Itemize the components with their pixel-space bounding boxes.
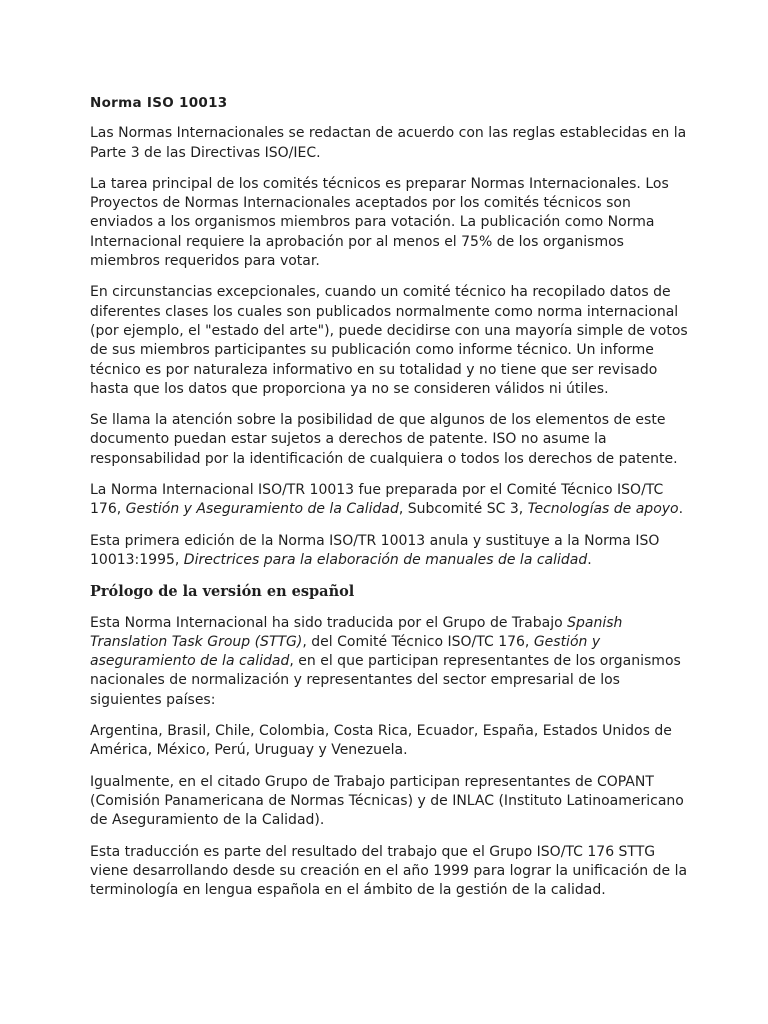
paragraph-translation [90,614,690,710]
paragraph-patent-notice: Se llama la atención sobre la posibilidad de que algunos de los elementos de este documento puedan estar sujetos a derechos de patente. ISO no asume la responsabilidad por la identificación de cualquiera o todos los derechos de patente. [90,412,678,467]
paragraph-countries: Argentina, Brasil, Chile, Colombia, Costa Rica, Ecuador, España, Estados Unidos de América, México, Perú, Uruguay y Venezuela. [90,723,672,759]
paragraph-technical-committees: La tarea principal de los comités técnicos es preparar Normas Internacionales. Los Proyectos de Normas Internacionales aceptados por los comités técnicos son enviados a los organismos miembros para votación. La publicación como Norma Internacional requiere la aprobación por al menos el 75% de los organismos miembros requeridos para votar. [90,175,669,270]
text-segment: La Norma Internacional ISO/TR 10013 fue preparada por el Comité Técnico ISO/TC 176, [90,482,664,518]
text-segment: . [587,551,592,568]
working-group-name: Spanish Translation Task Group (STTG) [90,614,623,650]
paragraph-directives: Las Normas Internacionales se redactan de acuerdo con las reglas establecidas en la Parte 3 de las Directivas ISO/IEC. [90,125,687,161]
committee-name: Gestión y Aseguramiento de la Calidad [125,501,399,518]
paragraph-technical-report: En circunstancias excepcionales, cuando un comité técnico ha recopilado datos de diferentes clases los cuales son publicados normalmente como norma internacional (por ejemplo, el "estado del arte"), puede decidirse con una mayoría simple de votos de sus miembros participantes su publicación como informe técnico. Un informe técnico es por naturaleza informativo en su totalidad y no tiene que ser revisado hasta que los datos que proporciona ya no se consideren válidos ni útiles. [90,284,688,397]
document-page [90,94,690,912]
paragraph-prepared-by [90,481,690,520]
document-title: Norma ISO 10013 [90,95,228,111]
paragraph-sttg-work: Esta traducción es parte del resultado del trabajo que el Grupo ISO/TC 176 STTG viene desarrollando desde su creación en el año 1999 para lograr la unificación de la terminología en lengua española en el ámbito de la gestión de la calidad. [90,843,688,899]
section-heading: Prólogo de la versión en español [90,583,355,601]
text-segment: , en el que participan representantes de los organismos nacionales de normalización y representantes del sector empresarial de los siguientes países: [90,653,681,708]
text-segment: . [678,501,684,518]
subcommittee-name: Tecnologías de apoyo [527,501,679,518]
text-segment: Esta Norma Internacional ha sido traducida por el Grupo de Trabajo [90,614,568,631]
committee-name: Gestión y aseguramiento de la calidad [90,633,601,670]
text-segment: Esta primera edición de la Norma ISO/TR 10013 anula y sustituye a la Norma ISO 10013:1995, [90,532,660,568]
text-segment: , Subcomité SC 3, [398,501,528,518]
text-segment: , del Comité Técnico ISO/TC 176, [302,633,534,650]
replaced-standard-title: Directrices para la elaboración de manuales de la calidad [183,551,588,568]
paragraph-first-edition [90,532,690,571]
paragraph-copant-inlac: Igualmente, en el citado Grupo de Trabajo participan representantes de COPANT (Comisión Panamericana de Normas Técnicas) y de INLAC (Instituto Latinoamericano de Aseguramiento de la Calidad). [90,773,684,829]
